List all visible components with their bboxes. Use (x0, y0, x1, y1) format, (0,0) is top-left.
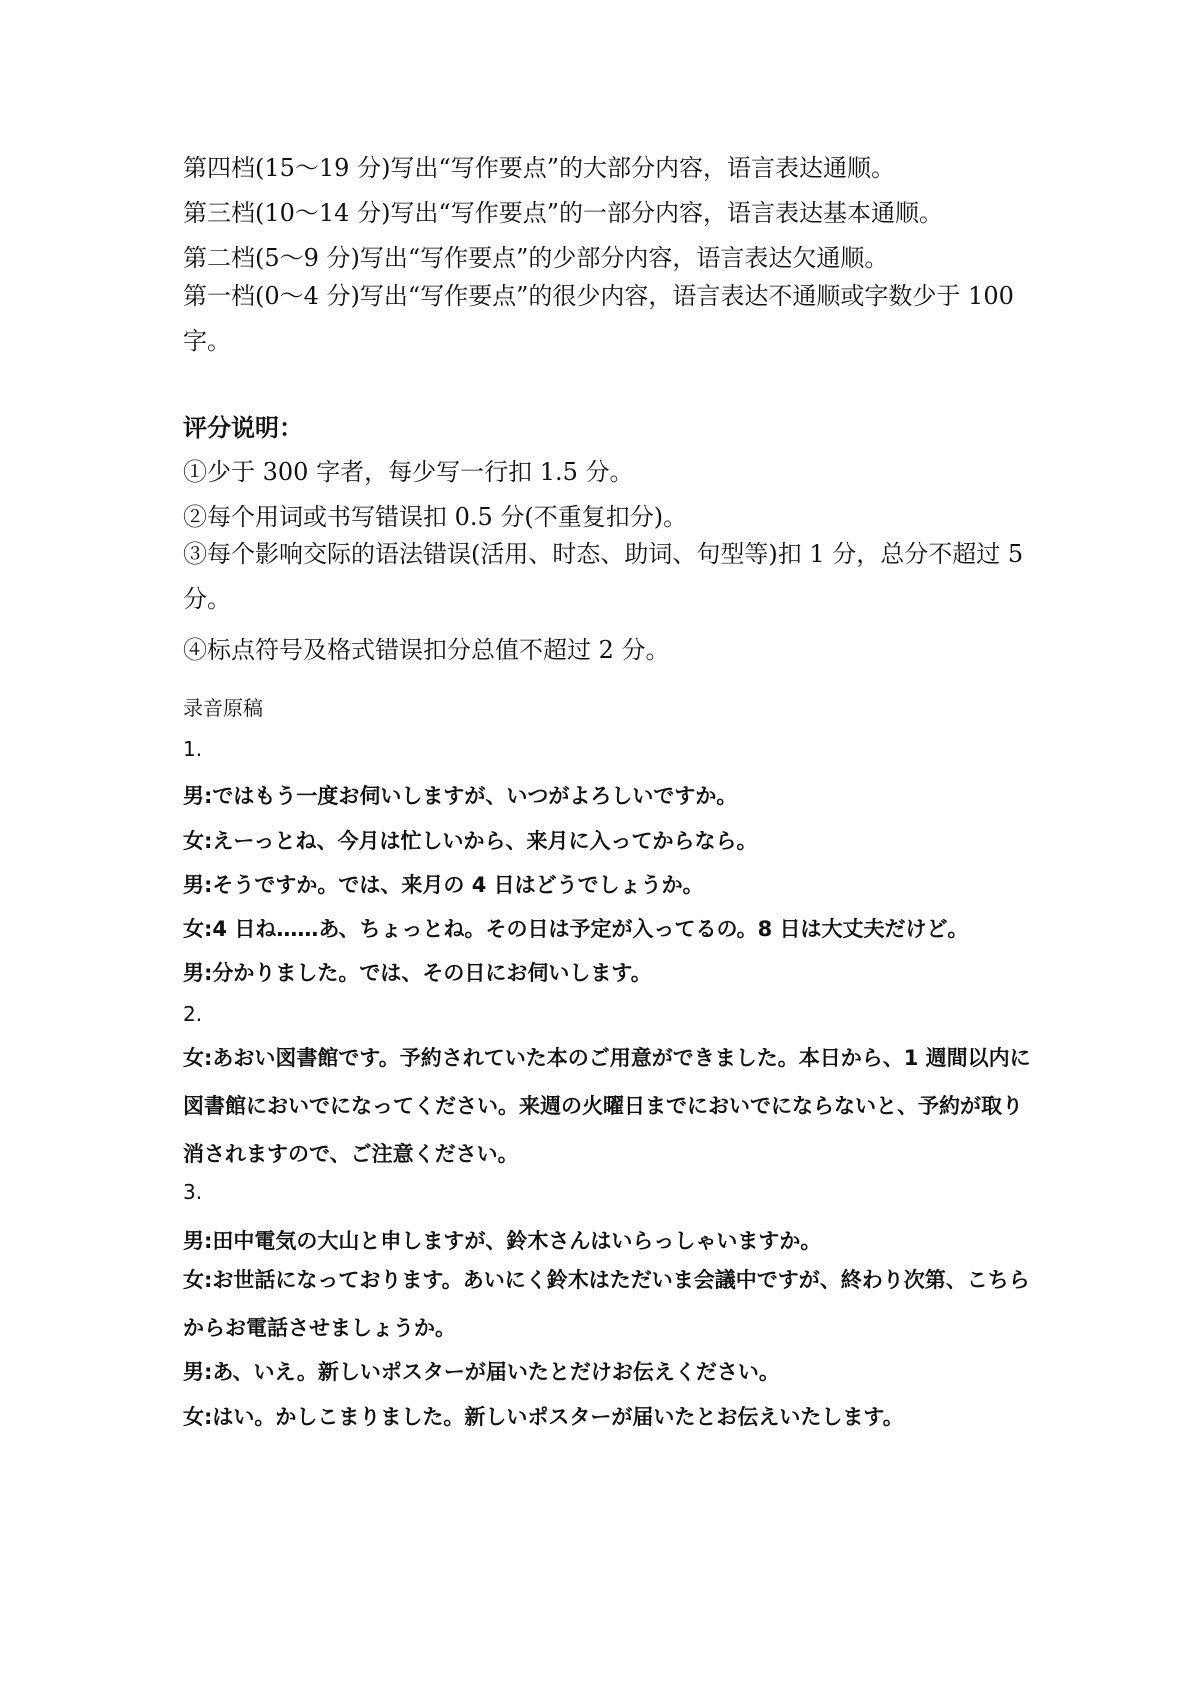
scoring-notes-heading: 评分说明： (183, 413, 303, 442)
dialogue-line: 男:ではもう一度お伺いしますが、いつがよろしいですか。 (183, 784, 738, 808)
dialogue-line: 女:4 日ね……あ、ちょっとね。その日は予定が入ってるの。8 日は大丈夫だけど。 (183, 917, 969, 941)
scoring-note-item: ③每个影响交际的语法错误(活用、时态、助词、句型等)扣 1 分，总分不超过 5 分。 (183, 540, 1024, 613)
grading-level-1: 第一档(0～4 分)写出“写作要点”的很少内容，语言表达不通顺或字数少于 100 字。 (183, 282, 1014, 355)
grading-level-4: 第四档(15～19 分)写出“写作要点”的大部分内容，语言表达通顺。 (183, 154, 895, 182)
dialogue-line: 女:あおい図書館です。予約されていた本のご用意ができました。本日から、1 週間以内に図書館においでになってください。来週の火曜日までにおいでにならないと、予約が取り消されますので、ご注意ください。 (183, 1046, 1031, 1166)
dialogue-line: 男:田中電気の大山と申しますが、鈴木さんはいらっしゃいますか。 (183, 1229, 822, 1253)
grading-level-3: 第三档(10～14 分)写出“写作要点”的一部分内容，语言表达基本通顺。 (183, 199, 943, 227)
section-number: 1. (183, 737, 203, 761)
section-number: 3. (183, 1180, 203, 1204)
scoring-note-item: ①少于 300 字者，每少写一行扣 1.5 分。 (183, 458, 634, 486)
dialogue-line: 男:分かりました。では、その日にお伺いします。 (183, 961, 652, 985)
section-number: 2. (183, 1002, 203, 1026)
dialogue-line: 女:はい。かしこまりました。新しいポスターが届いたとお伝えいたします。 (183, 1405, 904, 1429)
dialogue-line: 女:えーっとね、今月は忙しいから、来月に入ってからなら。 (183, 829, 758, 853)
scoring-note-item: ④标点符号及格式错误扣分总值不超过 2 分。 (183, 636, 670, 664)
dialogue-line: 男:そうですか。では、来月の 4 日はどうでしょうか。 (183, 873, 704, 897)
dialogue-line: 男:あ、いえ。新しいポスターが届いたとだけお伝えください。 (183, 1360, 780, 1384)
scoring-note-item: ②每个用词或书写错误扣 0.5 分(不重复扣分)。 (183, 503, 688, 531)
grading-level-2: 第二档(5～9 分)写出“写作要点”的少部分内容，语言表达欠通顺。 (183, 244, 889, 272)
transcript-heading: 录音原稿 (183, 696, 263, 720)
dialogue-line: 女:お世話になっております。あいにく鈴木はただいま会議中ですが、終わり次第、こちらからお電話させましょうか。 (183, 1268, 1030, 1340)
